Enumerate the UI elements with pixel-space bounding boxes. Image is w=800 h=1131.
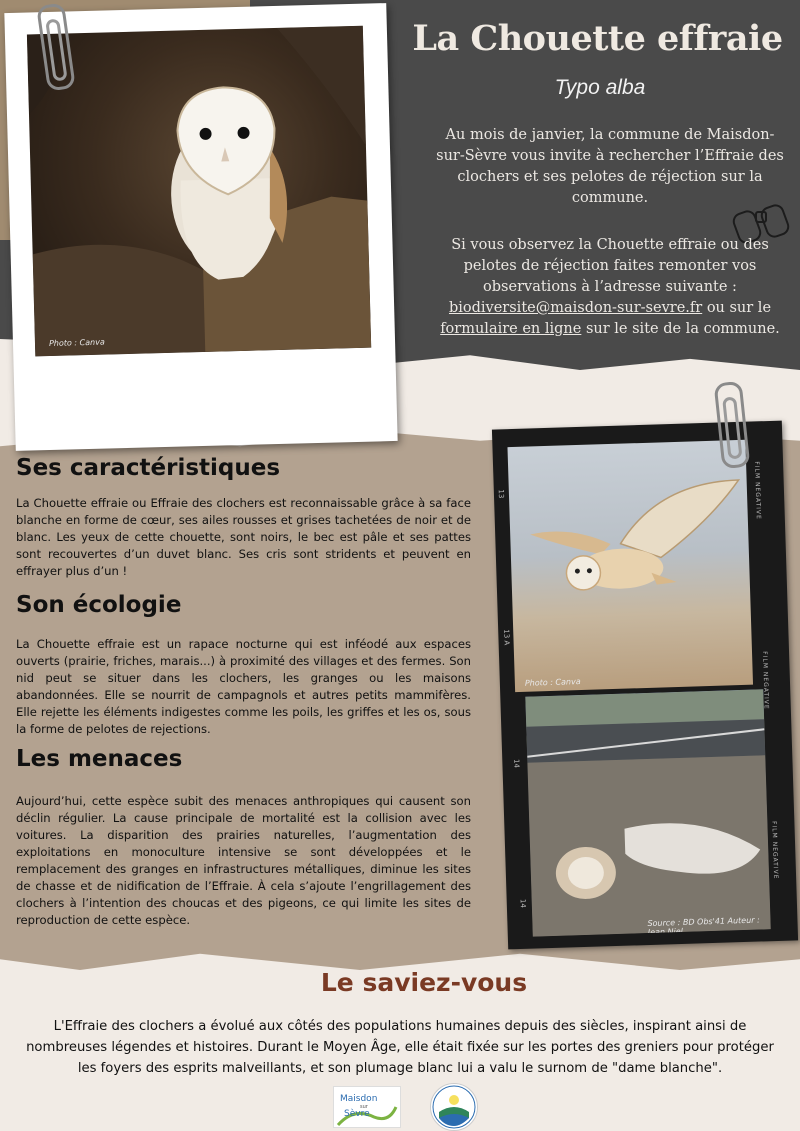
online-form-link[interactable]: formulaire en ligne	[440, 321, 582, 337]
flying-owl-illustration	[507, 440, 753, 692]
film-negative-label: FILM NEGATIVE	[753, 461, 762, 521]
biodiversity-seal-logo	[430, 1083, 478, 1131]
maisdon-logo-line2: sur	[360, 1104, 368, 1110]
dead-owl-illustration	[525, 689, 770, 936]
observation-text: Si vous observez la Chouette effraie ou des pelotes de réjection faites remonter vos observations à l’adresse suivante :	[451, 237, 769, 295]
maisdon-sur-sevre-logo	[333, 1086, 401, 1128]
film-frame-number: 14	[512, 758, 521, 769]
film-negative-label: FILM NEGATIVE	[770, 820, 780, 880]
intro-paragraph: Au mois de janvier, la commune de Maisdon-sur-Sèvre vous invite à rechercher l’Effraie des clochers et ses pelotes de réjection sur la commune.	[436, 127, 784, 206]
contact-email-link[interactable]: biodiversite@maisdon-sur-sevre.fr	[448, 300, 703, 316]
page-title: La Chouette effraie	[412, 18, 783, 59]
section-heading-caracteristiques: Ses caractéristiques	[16, 455, 281, 481]
observation-text-end: sur le site de la commune.	[585, 321, 780, 337]
saviez-vous-text: L'Effraie des clochers a évolué aux côtés des populations humaines depuis des siècles, inspirant ainsi de nombreuses légendes et histoires. Durant le Moyen Âge, elle était fixée sur les portes des greniers pour protéger les foyers des esprits malveillants, et son plumage blanc lui a valu le surnom de "dame blanche".	[26, 1019, 774, 1076]
saviez-vous-heading: Le saviez-vous	[320, 968, 528, 997]
film-frame-number: 13 A	[502, 629, 511, 646]
flying-owl-photo-credit: Photo : Canva	[524, 677, 581, 688]
maisdon-logo-graphic	[334, 1087, 400, 1127]
seal-graphic	[431, 1084, 477, 1130]
section-text-caracteristiques: La Chouette effraie ou Effraie des clochers est reconnaissable grâce à sa face blanche en forme de cœur, ses ailes rousses et grises tachetées de noir et de blanc. Les yeux de cette chouette, sont noirs, le bec est pâle et ses pattes sont recouvertes d’un duvet blanc. Ses cris sont stridents et peuvent en effrayer plus d’un !	[16, 496, 471, 578]
section-text-menaces: Aujourd’hui, cette espèce subit des menaces anthropiques qui causent son déclin régulier. La cause principale de mortalité est la collision avec les voitures. La disparition des prairies naturelles, l’augmentation des exploitations en monoculture intensive se sont développées et le remplacement des granges en infrastructures métalliques, diminue les sites de chasse et de nidification de l’Effraie. À cela s’ajoute l’engrillagement des clochers à l’intention des choucas et des pigeons, ce qui limite les sites de reproduction de cette espèce.	[16, 794, 471, 927]
observation-paragraph	[432, 235, 788, 340]
section-text-ecologie: La Chouette effraie est un rapace nocturne qui est inféodé aux espaces ouverts (prairie, friches, marais...) à proximité des villages et des fermes. Son nid peut se situer dans les clochers, les granges ou les maisons abandonnées. Elle se nourrit de campagnols et autres petits mammifères. Elle rejette les éléments indigestes comme les poils, les griffes et les os, sous la forme de pelotes de rejections.	[16, 637, 471, 736]
road-owl-photo-credit: Source : BD Obs'41 Auteur : Jean Niel	[647, 915, 760, 937]
owl-photo	[27, 26, 371, 357]
observation-text-or: ou sur le	[706, 300, 772, 316]
flying-owl-photo	[507, 440, 753, 692]
owl-illustration	[27, 26, 371, 357]
road-owl-photo	[525, 689, 770, 936]
polaroid-photo-credit: Photo : Canva	[48, 337, 105, 349]
scientific-name: Typo alba	[554, 76, 646, 99]
section-heading-ecologie: Son écologie	[16, 592, 182, 618]
section-heading-menaces: Les menaces	[16, 746, 183, 772]
film-strip-frame	[492, 421, 798, 950]
film-frame-number: 14	[518, 898, 527, 908]
maisdon-logo-line1: Maisdon	[340, 1094, 378, 1104]
film-frame-number: 13	[496, 489, 506, 499]
maisdon-logo-line3: Sèvre	[344, 1109, 370, 1119]
film-negative-label: FILM NEGATIVE	[760, 651, 770, 710]
